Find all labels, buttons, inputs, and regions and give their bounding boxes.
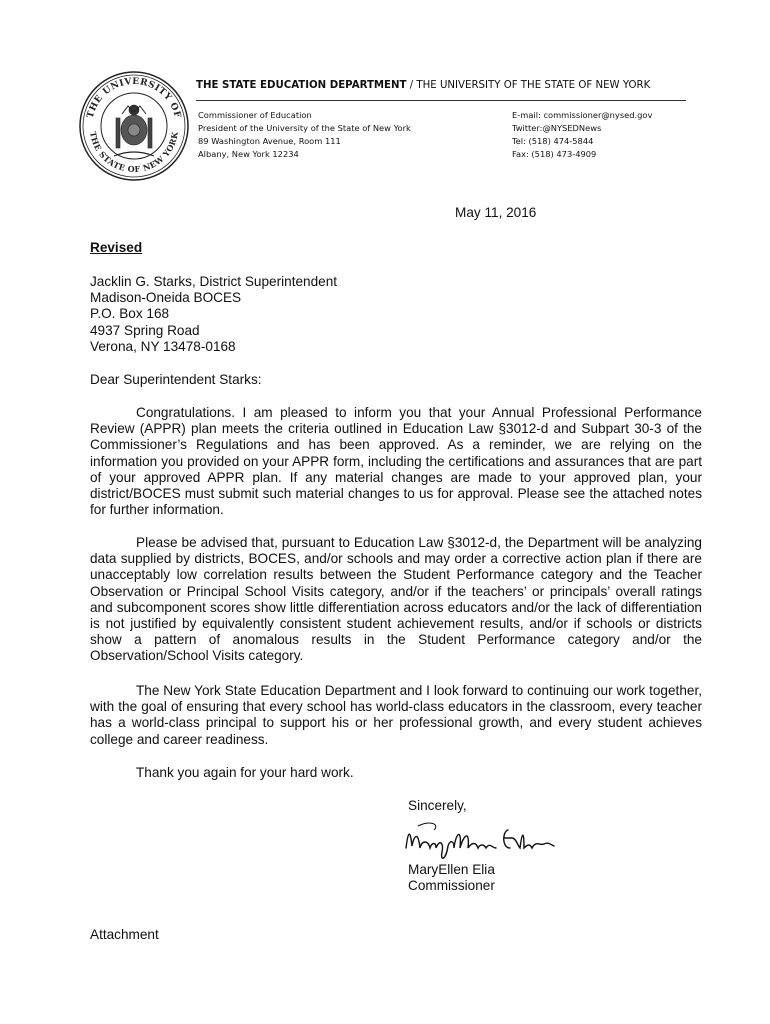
letterhead-divider [196,100,686,101]
recipient-address [90,274,337,355]
office-street: 89 Washington Avenue, Room 111 [198,136,341,146]
letterhead-office-block [198,109,411,161]
signer-title: Commissioner [408,878,495,894]
signer-name: MaryEllen Elia [408,862,495,877]
thank-you-line: Thank you again for your hard work. [136,765,354,780]
seal-text-bottom: THE STATE OF NEW YORK [88,130,180,175]
contact-email: E-mail: commissioner@nysed.gov [512,110,653,120]
attachment-note: Attachment [90,927,159,942]
paragraph-goals: The New York State Education Department and I look forward to continuing our work together, with the goal of ensuring that every school has world-class educators in the classroom, every teacher has a world-class principal to support his or her professional growth, and every student achieves college and career readiness. [90,683,702,747]
letter-date: May 11, 2016 [455,205,537,220]
office-subtitle: President of the University of the State of New York [198,123,411,133]
salutation: Dear Superintendent Starks: [90,372,262,387]
department-title [196,80,650,91]
department-name: THE STATE EDUCATION DEPARTMENT [196,80,407,91]
revised-heading: Revised [90,240,143,255]
closing: Sincerely, [408,798,467,813]
contact-fax: Fax: (518) 473-4909 [512,149,597,159]
state-seal-icon [78,70,190,182]
handwritten-signature [400,818,560,864]
university-name: / THE UNIVERSITY OF THE STATE OF NEW YORK [406,80,651,91]
letterhead-contact-block [512,109,652,161]
signer-block [408,862,495,894]
recipient-pobox: P.O. Box 168 [90,306,170,322]
recipient-org: Madison-Oneida BOCES [90,290,242,306]
office-city: Albany, New York 12234 [198,149,299,159]
contact-twitter: Twitter:@NYSEDNews [512,123,602,133]
paragraph-advisory: Please be advised that, pursuant to Education Law §3012-d, the Department will be analyzing data supplied by districts, BOCES, and/or schools and may order a corrective action plan if there are unacceptably low correlation results between the Student Performance category and the Teacher Observation or Principal School Visits category, and/or if the teachers’ or principals’ overall ratings and subcomponent scores show little differentiation across educators and/or the lack of differentiation is not justified by equivalently consistent student achievement results, and/or if schools or districts show a pattern of anomalous results in the Student Performance category and/or the Observation/School Visits category. [90,535,702,664]
contact-phone: Tel: (518) 474-5844 [512,136,594,146]
recipient-name: Jacklin G. Starks, District Superintendent [90,274,338,289]
paragraph-approval: Congratulations. I am pleased to inform you that your Annual Professional Performance Review (APPR) plan meets the criteria outlined in Education Law §3012-d and Subpart 30-3 of the Commissioner’s Regulations and has been approved. As a reminder, we are relying on the information you provided on your APPR form, including the certifications and assurances that are part of your approved APPR plan. If any material changes are made to your approved plan, your district/BOCES must submit such material changes to us for approval. Please see the attached notes for further information. [90,405,702,518]
recipient-street: 4937 Spring Road [90,322,200,338]
recipient-city: Verona, NY 13478-0168 [90,338,236,354]
seal-text-top: THE UNIVERSITY OF [85,76,183,120]
office-title: Commissioner of Education [198,110,312,120]
